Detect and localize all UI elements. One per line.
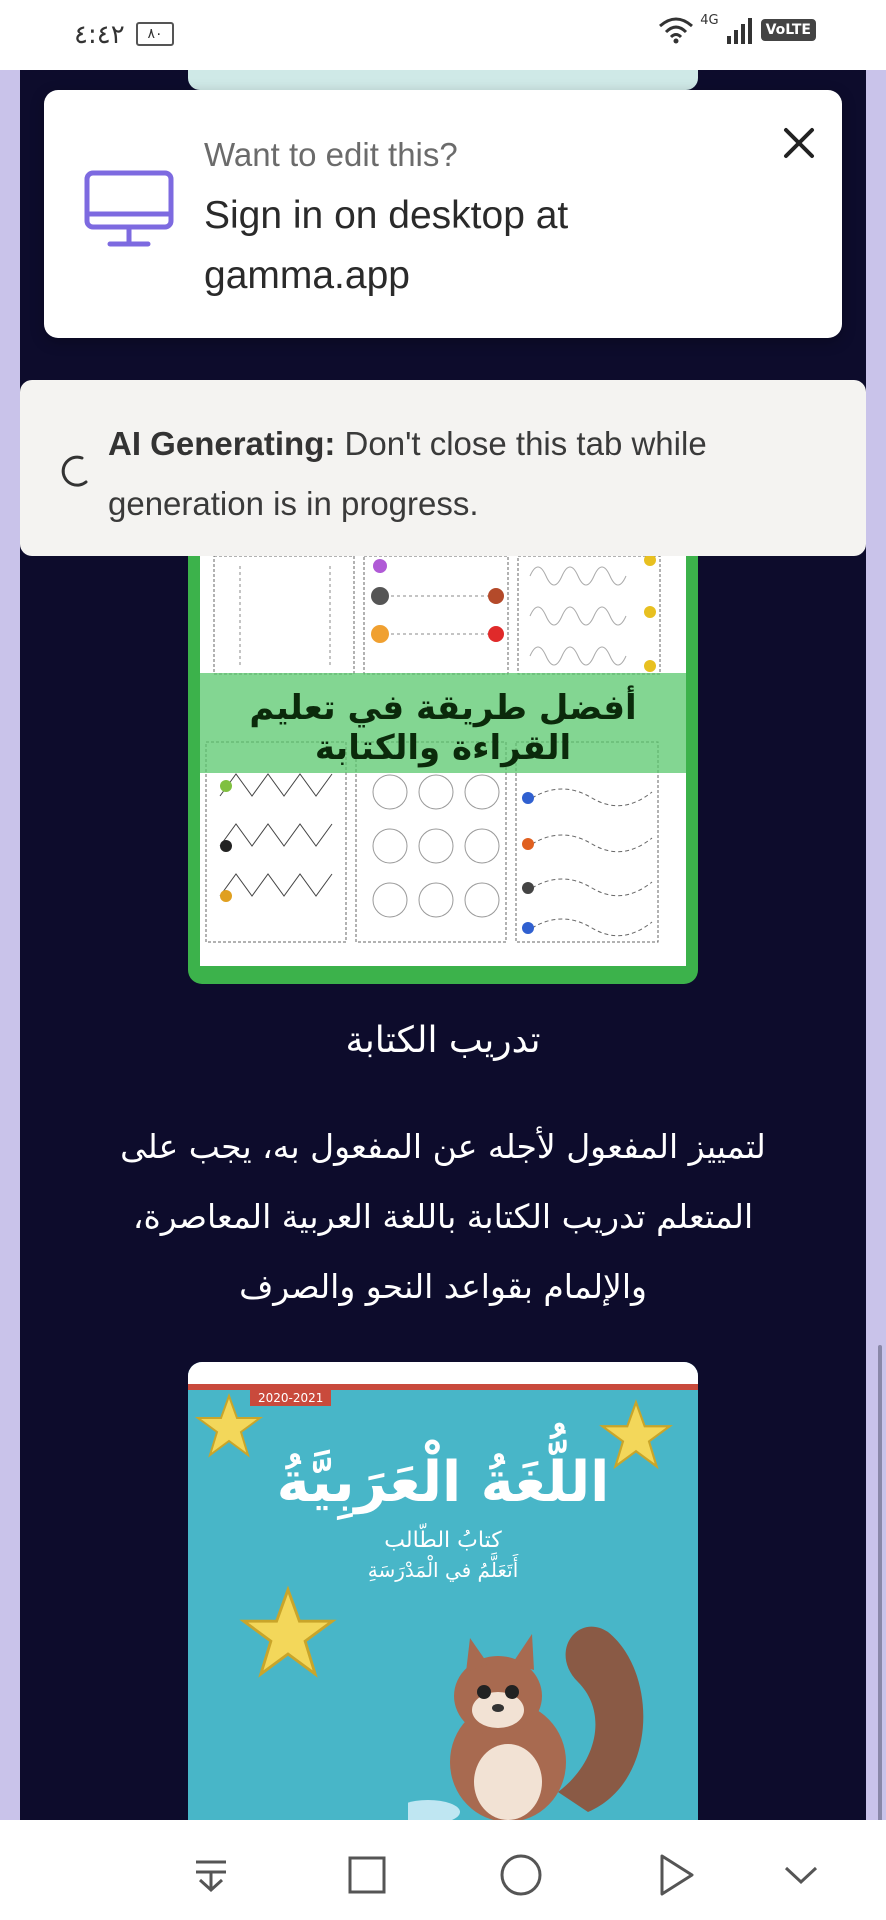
back-icon[interactable] [650, 1850, 700, 1900]
book-subtitle: كتابُ الطّالب [384, 1528, 502, 1553]
status-icons [658, 12, 816, 44]
status-bar [0, 0, 886, 70]
ai-generating-banner [20, 380, 866, 556]
hide-bar-icon[interactable] [186, 1850, 236, 1900]
book-subtitle-2: أَتَعَلَّمُ في الْمَدْرَسَةِ [367, 1558, 519, 1582]
signal-icon [725, 16, 755, 44]
edit-toast [44, 90, 842, 338]
star-icon-left [238, 1584, 338, 1684]
status-time: ٤:٤٢ [74, 20, 125, 50]
ai-generating-message [108, 414, 828, 534]
home-icon[interactable] [496, 1850, 546, 1900]
navigation-bar [0, 1820, 886, 1920]
squirrel-illustration [408, 1612, 668, 1822]
ai-generating-label: AI Generating: [108, 425, 336, 462]
volte-badge: VoLTE [761, 19, 816, 41]
close-icon[interactable] [774, 118, 824, 168]
book-year: 2020-2021 [250, 1390, 331, 1406]
book-cover-image [188, 1362, 698, 1822]
worksheet-title: أفضل طريقة في تعليم القراءة والكتابة [249, 688, 637, 768]
book-title: اللُّغَةُ الْعَرَبِيَّةُ [276, 1450, 610, 1515]
page-frame-right [866, 70, 886, 1820]
card-caption: تدريب الكتابة [345, 1020, 541, 1061]
network-type: 4G [700, 12, 719, 28]
previous-card-edge [188, 70, 698, 90]
battery-icon: ٨٠ [136, 22, 174, 46]
scrollbar[interactable] [878, 1345, 882, 1825]
desktop-monitor-icon [84, 170, 174, 250]
ai-generating-text: Don't close this tab while generation is in progress. [108, 425, 707, 522]
card-paragraph: لتمييز المفعول لأجله عن المفعول به، يجب على المتعلم تدريب الكتابة باللغة العربية المعاصرة، والإلمام بقواعد النحو والصرف [120, 1127, 766, 1306]
book-top-band [188, 1362, 698, 1384]
page-frame-left [0, 70, 20, 1820]
recent-apps-icon[interactable] [342, 1850, 392, 1900]
wifi-icon [658, 16, 694, 44]
toast-heading: Want to edit this? [204, 136, 458, 173]
loading-spinner-icon [56, 450, 96, 490]
chevron-down-icon[interactable] [776, 1850, 826, 1900]
toast-message: Sign in on desktop at gamma.app [204, 194, 569, 297]
